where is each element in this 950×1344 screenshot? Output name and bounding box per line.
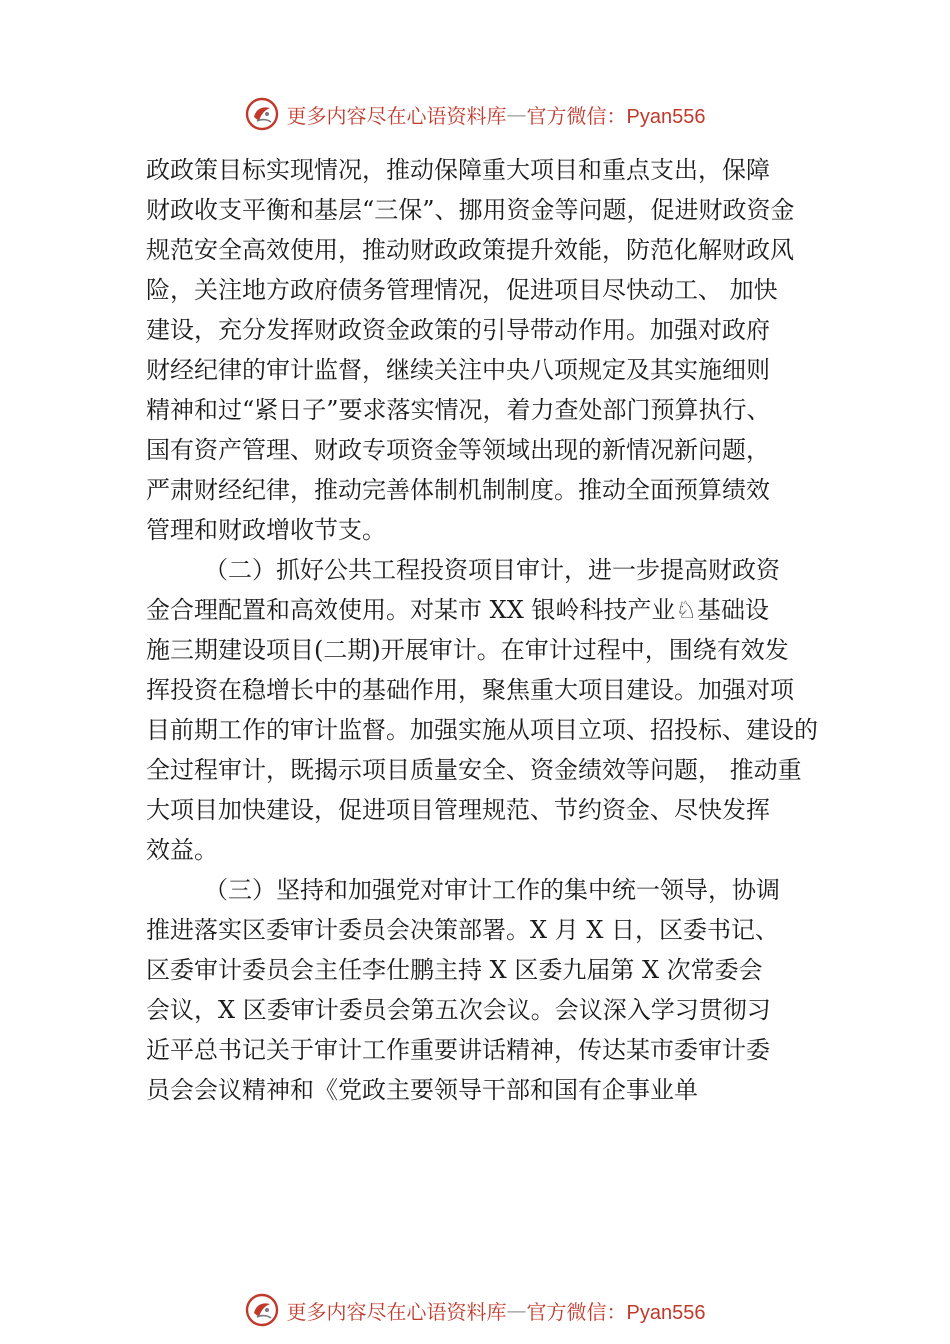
paragraph-1 bbox=[146, 150, 818, 550]
text-line: 建设，充分发挥财政资金政策的引导带动作用。加强对政府 bbox=[146, 316, 770, 344]
watermark-brand: 更多内容尽在心语资料库 bbox=[286, 103, 507, 128]
text-line: 区委审计委员会主任李仕鹏主持 X 区委九届第 X 次常委会 bbox=[146, 956, 763, 984]
text-line: 严肃财经纪律，推动完善体制机制制度。推动全面预算绩效 bbox=[146, 476, 770, 504]
text-line: 员会会议精神和《党政主要领导干部和国有企事业单 bbox=[146, 1076, 698, 1104]
paragraph-3 bbox=[146, 870, 818, 1110]
text-line: 目前期工作的审计监督。加强实施从项目立项、招投标、建设的 bbox=[146, 716, 818, 744]
text-line: 效益。 bbox=[146, 836, 218, 864]
text-line: （二）抓好公共工程投资项目审计，进一步提高财政资 bbox=[204, 556, 780, 584]
text-line: 国有资产管理、财政专项资金等领域出现的新情况新问题， bbox=[146, 436, 770, 464]
lotus-seal-icon bbox=[245, 97, 279, 131]
text-line: 规范安全高效使用，推动财政政策提升效能，防范化解财政风 bbox=[146, 236, 794, 264]
watermark-brand: 更多内容尽在心语资料库 bbox=[286, 1299, 507, 1324]
footer-watermark bbox=[0, 1290, 950, 1330]
text-line: 财政收支平衡和基层“三保”、挪用资金等问题，促进财政资金 bbox=[146, 196, 795, 224]
text-line: 挥投资在稳增长中的基础作用，聚焦重大项目建设。加强对项 bbox=[146, 676, 794, 704]
lotus-seal-icon bbox=[245, 1293, 279, 1327]
text-line: 会议，X 区委审计委员会第五次会议。会议深入学习贯彻习 bbox=[146, 996, 771, 1024]
watermark-separator: — bbox=[506, 1298, 527, 1322]
text-line: 大项目加快建设，促进项目管理规范、节约资金、尽快发挥 bbox=[146, 796, 770, 824]
text-line: 近平总书记关于审计工作重要讲话精神，传达某市委审计委 bbox=[146, 1036, 770, 1064]
text-line: 精神和过“紧日子”要求落实情况，着力查处部门预算执行、 bbox=[146, 396, 771, 424]
text-line: 施三期建设项目(二期)开展审计。在审计过程中，围绕有效发 bbox=[146, 636, 789, 664]
document-body bbox=[146, 150, 818, 1110]
watermark-separator: — bbox=[506, 102, 527, 126]
text-line: 全过程审计，既揭示项目质量安全、资金绩效等问题， 推动重 bbox=[146, 756, 802, 784]
text-line: 管理和财政增收节支。 bbox=[146, 516, 386, 544]
text-line: 财经纪律的审计监督，继续关注中央八项规定及其实施细则 bbox=[146, 356, 770, 384]
text-line: 金合理配置和高效使用。对某市 XX 银岭科技产业♘基础设 bbox=[146, 596, 769, 624]
watermark-wechat: 官方微信：Pyan556 bbox=[526, 105, 706, 128]
header-watermark bbox=[0, 94, 950, 134]
text-line: 推进落实区委审计委员会决策部署。X 月 X 日，区委书记、 bbox=[146, 916, 780, 944]
watermark-wechat: 官方微信：Pyan556 bbox=[526, 1301, 706, 1324]
text-line: 政政策目标实现情况，推动保障重大项目和重点支出，保障 bbox=[146, 156, 770, 184]
paragraph-2 bbox=[146, 550, 818, 870]
text-line: 险，关注地方政府债务管理情况，促进项目尽快动工、 加快 bbox=[146, 276, 778, 304]
text-line: （三）坚持和加强党对审计工作的集中统一领导，协调 bbox=[204, 876, 780, 904]
